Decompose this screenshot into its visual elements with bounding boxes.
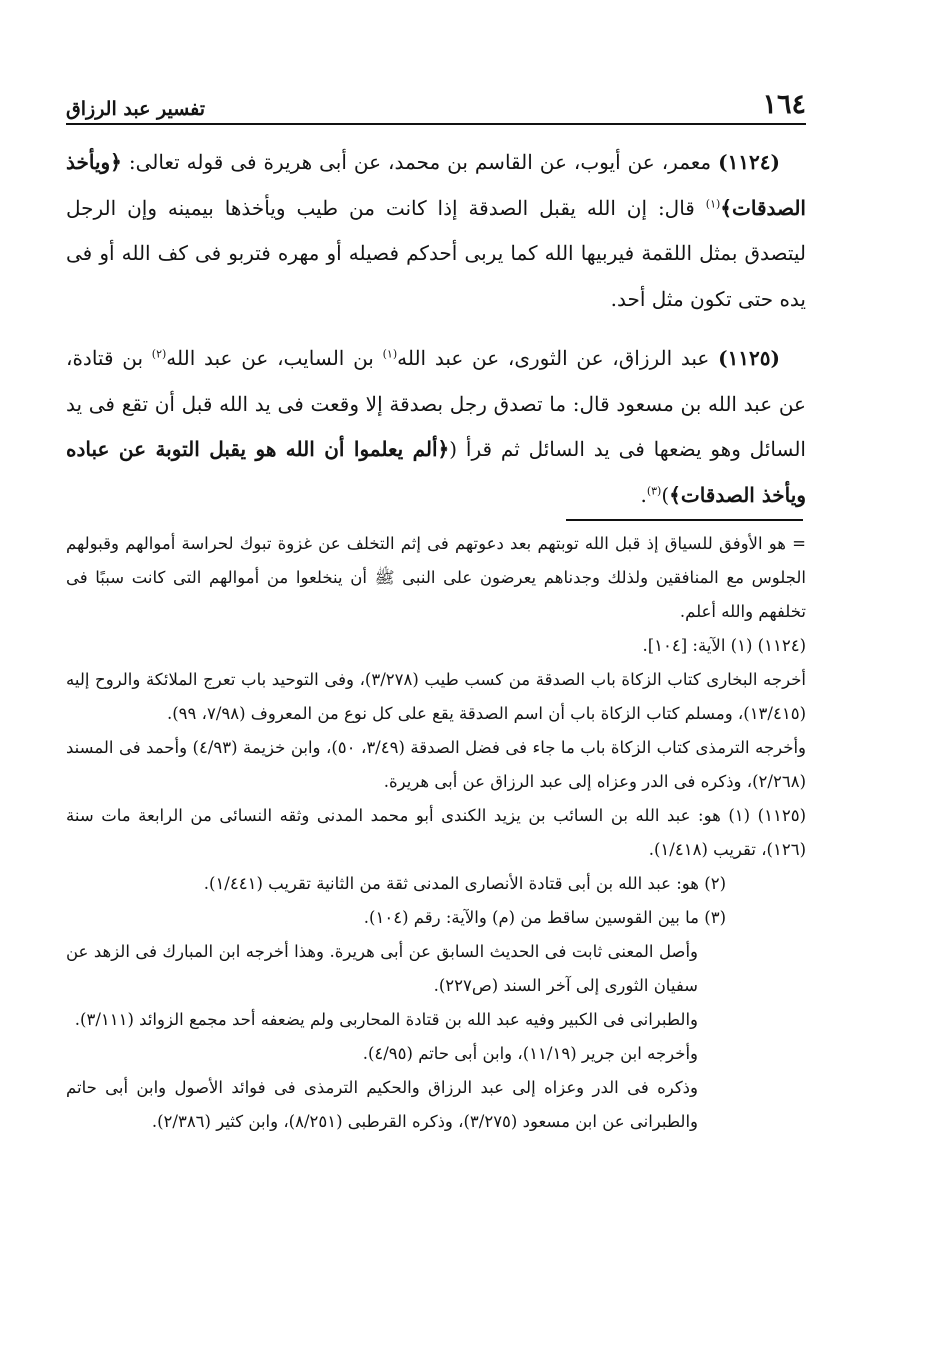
hadith-1125: [66, 336, 806, 518]
footnote-1125-3: (٣) ما بين القوسين ساقط من (م) والآية: رقم (١٠٤).: [363, 908, 726, 927]
hadith-text: قال: إن الله يقبل الصدقة إذا كانت من طيب ويأخذها بيمينه وإن الرجل ليتصدق بمثل اللقمة فيربيها الله كما يربى أحدكم فصيله أو مهره فتربو فى كف الله أو فى يده حتى تكون مثل أحد.: [66, 195, 806, 311]
footnote-ref: (٣): [646, 483, 662, 497]
footnote-ref: (١): [705, 196, 721, 210]
footnote-1125-6: وأخرجه ابن جرير (١١/١٩)، وابن أبى حاتم (٤/٩٥).: [362, 1044, 698, 1063]
hadith-text: عبد الرزاق، عن الثورى، عن عبد الله: [397, 346, 719, 370]
quran-quote: ﴿ألم يعلموا أن الله هو يقبل التوبة عن عباده ويأخذ الصدقات﴾: [66, 437, 806, 507]
footnote-1125-2: (٢) هو: عبد الله بن أبى قتادة الأنصارى المدنى ثقة من الثانية تقريب (١/٤٤١).: [203, 874, 726, 893]
hadith-text: .: [640, 482, 647, 507]
footnote-1124-2: أخرجه البخارى كتاب الزكاة باب الصدقة من كسب طيب (٣/٢٧٨)، وفى التوحيد باب تعرج الملائكة والروح إليه (١٣/٤١٥)، ومسلم كتاب الزكاة باب أن اسم الصدقة يقع على كل نوع من المعروف (٧/٩٨، ٩٩).: [66, 670, 806, 723]
footnote-ref: (٢): [151, 347, 167, 361]
footnote-1125-1: (١١٢٥) (١) هو: عبد الله بن السائب بن يزيد الكندى أبو محمد المدنى وثقه النسائى من الرابعة مات سنة (١٢٦)، تقريب (١/٤١٨).: [66, 806, 806, 859]
footnote-1125-4: وأصل المعنى ثابت فى الحديث السابق عن أبى هريرة. وهذا أخرجه ابن المبارك فى الزهد عن سفيان الثورى إلى آخر السند (ص٢٢٧).: [66, 942, 698, 995]
hadith-text: بن قتادة، عن عبد الله بن مسعود قال: ما تصدق رجل بصدقة إلا وقعت فى يد الله قبل أن تقع فى يد السائل وهو يضعها فى يد السائل ثم قرأ (: [66, 346, 806, 461]
footnote-ref: (١): [382, 347, 398, 361]
footnotes: [66, 527, 806, 1139]
hadith-text: بن السايب، عن عبد الله: [166, 346, 383, 370]
hadith-1124: [66, 140, 806, 322]
header-rule: [66, 123, 806, 125]
hadith-number: (١١٢٥): [718, 346, 780, 370]
main-text: [66, 140, 806, 532]
page-number: ١٦٤: [762, 89, 806, 120]
running-title: تفسير عبد الرزاق: [66, 98, 206, 120]
footnote-1124-1: (١١٢٤) (١) الآية: [١٠٤].: [642, 636, 806, 655]
page-header: [66, 84, 806, 120]
footnote-1125-5: والطبرانى فى الكبير وفيه عبد الله بن قتادة المحاربى ولم يضعفه أحد مجمع الزوائد (٣/١١١).: [74, 1010, 698, 1029]
hadith-number: (١١٢٤): [718, 150, 780, 174]
footnote-1125-7: وذكره فى الدر وعزاه إلى عبد الرزاق والحكيم الترمذى فى فوائد الأصول وابن أبى حاتم والطبرانى عن ابن مسعود (٣/٢٧٥)، وذكره القرطبى (٨/٢٥١)، وابن كثير (٢/٣٨٦).: [66, 1078, 698, 1131]
quran-quote: ﴿ويأخذ الصدقات﴾: [66, 150, 806, 220]
footnote-rule: [566, 519, 803, 521]
footnote-continuation: = هو الأوفق للسياق إذ قبل الله توبتهم بعد دعوتهم فى إثم التخلف عن غزوة تبوك لحراسة أموالهم وقبولهم الجلوس مع المنافقين ولذلك وجدناهم يعرضون على النبى ﷺ أن ينخلعوا من أموالهم التى كانت سببًا فى تخلفهم والله أعلم.: [66, 534, 806, 621]
hadith-text: ): [661, 482, 670, 507]
footnote-1124-3: وأخرجه الترمذى كتاب الزكاة باب ما جاء فى فضل الصدقة (٣/٤٩، ٥٠)، وابن خزيمة (٤/٩٣) وأحمد فى المسند (٢/٢٦٨)، وذكره فى الدر وعزاه إلى عبد الرزاق عن أبى هريرة.: [66, 738, 806, 791]
hadith-text: معمر، عن أيوب، عن القاسم بن محمد، عن أبى هريرة فى قوله تعالى:: [121, 150, 719, 174]
